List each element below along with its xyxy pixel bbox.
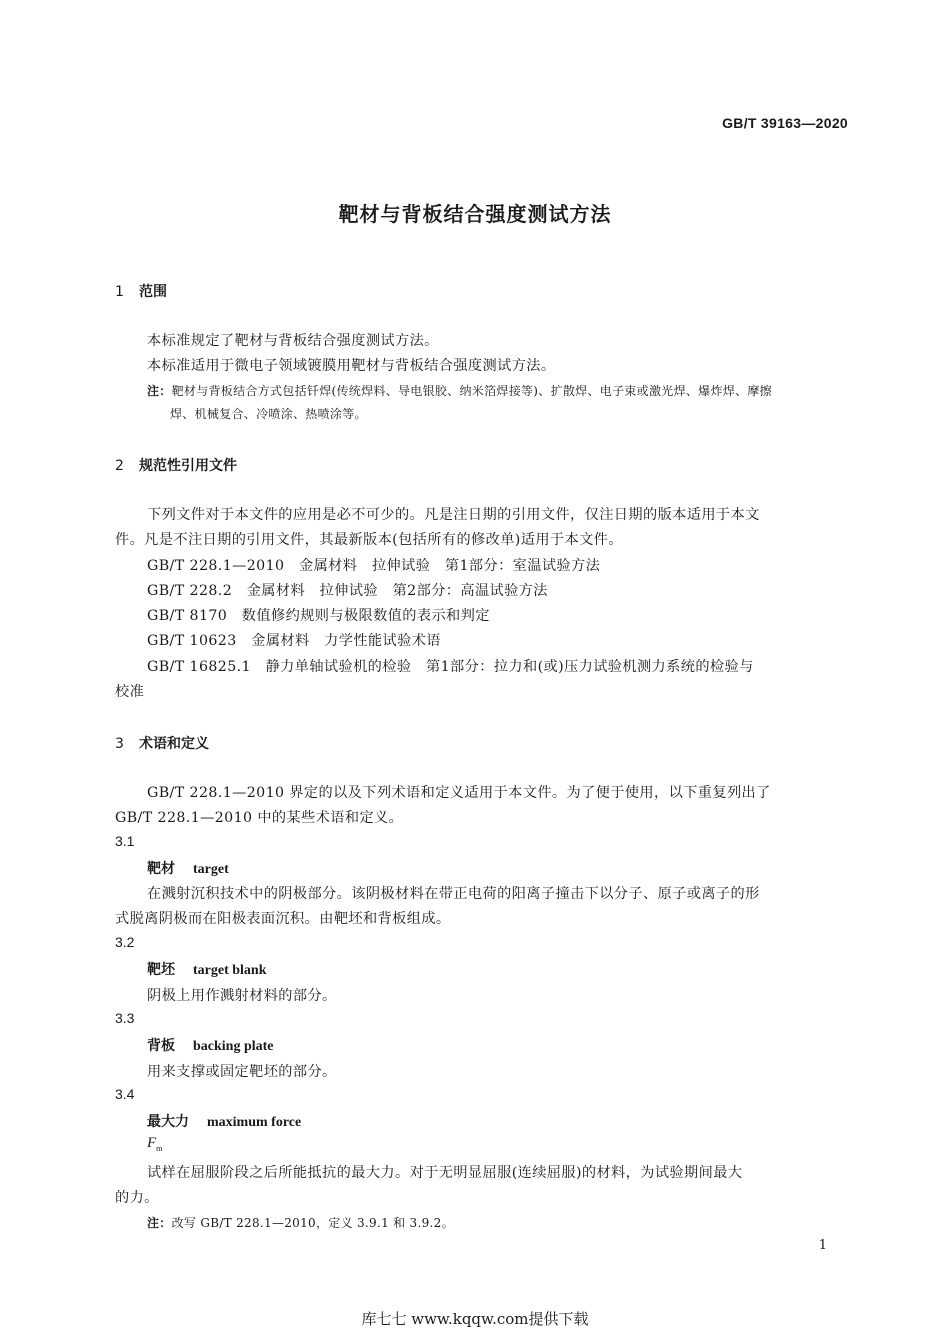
page-number: 1 — [818, 1238, 827, 1253]
term-chinese: 最大力 — [147, 1114, 189, 1130]
term-definition-continuation: 的力。 — [115, 1190, 159, 1206]
paragraph: 本标准规定了靶材与背板结合强度测试方法。 — [147, 333, 439, 349]
section-number: 3 — [115, 736, 124, 752]
term-entry — [147, 959, 267, 979]
term-entry — [147, 858, 229, 878]
note — [147, 1214, 454, 1231]
term-chinese: 靶材 — [147, 861, 175, 877]
term-number: 3.1 — [115, 833, 135, 849]
reference-item: GB/T 228.2 金属材料 拉伸试验 第2部分：高温试验方法 — [147, 583, 548, 599]
download-footer: 库七七 www.kqqw.com提供下载 — [361, 1310, 589, 1328]
paragraph-continuation: GB/T 228.1—2010 中的某些术语和定义。 — [115, 810, 404, 826]
term-chinese: 背板 — [147, 1038, 175, 1054]
term-definition: 试样在屈服阶段之后所能抵抗的最大力。对于无明显屈服(连续屈服)的材料，为试验期间最大 — [147, 1165, 743, 1181]
note-continuation: 焊、机械复合、冷喷涂、热喷涂等。 — [170, 407, 367, 421]
note-text: 改写 GB/T 228.1—2010，定义 3.9.1 和 3.9.2。 — [171, 1216, 454, 1230]
term-symbol — [147, 1135, 162, 1153]
term-chinese: 靶坯 — [147, 962, 175, 978]
symbol-letter: F — [147, 1135, 157, 1151]
reference-item: GB/T 228.1—2010 金属材料 拉伸试验 第1部分：室温试验方法 — [147, 558, 601, 574]
symbol-subscript: m — [156, 1144, 163, 1153]
reference-item: GB/T 16825.1 静力单轴试验机的检验 第1部分：拉力和(或)压力试验机测力系统的检验与 — [147, 659, 754, 675]
paragraph: 本标准适用于微电子领域镀膜用靶材与背板结合强度测试方法。 — [147, 358, 556, 374]
note-label: 注： — [147, 384, 172, 398]
term-definition: 在溅射沉积技术中的阴极部分。该阴极材料在带正电荷的阳离子撞击下以分子、原子或离子的形 — [147, 886, 760, 902]
section-title: 术语和定义 — [139, 736, 209, 752]
reference-item: GB/T 10623 金属材料 力学性能试验术语 — [147, 633, 441, 649]
term-english: backing plate — [193, 1039, 274, 1054]
note-label: 注： — [147, 1216, 172, 1230]
section-2-heading — [115, 455, 237, 475]
term-english: maximum force — [207, 1115, 302, 1130]
standard-number: GB/T 39163—2020 — [722, 115, 848, 131]
section-3-heading — [115, 733, 209, 753]
term-definition: 用来支撑或固定靶坯的部分。 — [147, 1064, 337, 1080]
term-definition: 阴极上用作溅射材料的部分。 — [147, 988, 337, 1004]
reference-item-continuation: 校准 — [115, 684, 145, 700]
reference-item: GB/T 8170 数值修约规则与极限数值的表示和判定 — [147, 608, 490, 624]
section-number: 1 — [115, 284, 124, 300]
term-number: 3.2 — [115, 934, 135, 950]
section-1-heading — [115, 281, 167, 301]
term-entry — [147, 1111, 301, 1131]
term-english: target — [193, 862, 229, 877]
term-number: 3.3 — [115, 1010, 135, 1026]
section-title: 规范性引用文件 — [139, 458, 237, 474]
term-english: target blank — [193, 963, 267, 978]
note — [147, 382, 772, 399]
section-number: 2 — [115, 458, 124, 474]
note-text: 靶材与背板结合方式包括钎焊(传统焊料、导电银胶、纳米箔焊接等)、扩散焊、电子束或激光焊、爆炸焊、摩擦 — [171, 384, 772, 398]
paragraph: GB/T 228.1—2010 界定的以及下列术语和定义适用于本文件。为了便于使用，以下重复列出了 — [147, 785, 771, 801]
document-title: 靶材与背板结合强度测试方法 — [338, 202, 612, 226]
term-definition-continuation: 式脱离阴极而在阳极表面沉积。由靶坯和背板组成。 — [115, 911, 451, 927]
paragraph: 下列文件对于本文件的应用是必不可少的。凡是注日期的引用文件，仅注日期的版本适用于本文 — [147, 507, 760, 523]
term-entry — [147, 1035, 274, 1055]
paragraph-continuation: 件。凡是不注日期的引用文件，其最新版本(包括所有的修改单)适用于本文件。 — [115, 532, 623, 548]
section-title: 范围 — [139, 284, 167, 300]
term-number: 3.4 — [115, 1086, 135, 1102]
